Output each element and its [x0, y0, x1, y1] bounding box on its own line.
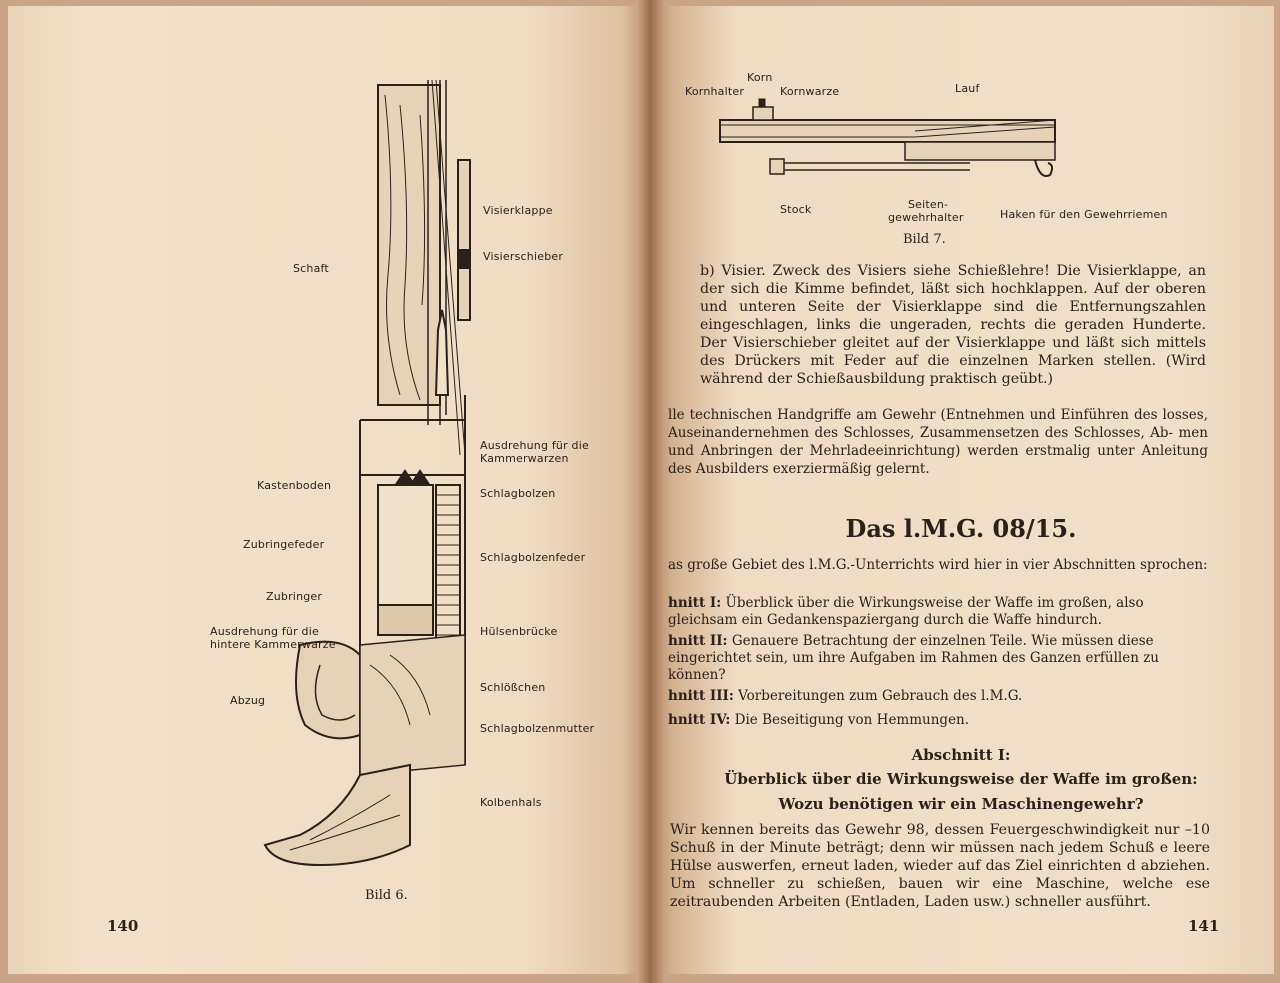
section-item-label: hnitt III: — [668, 688, 734, 704]
label-lauf: Lauf — [955, 82, 980, 95]
section-item-text: Überblick über die Wirkungsweise der Waffe im großen, also gleichsam ein Gedankenspaziergang durch die Waffe hindurch. — [668, 595, 1144, 628]
label-visierklappe: Visierklappe — [483, 204, 553, 217]
barrel-figure — [715, 95, 1065, 195]
page-number-left: 140 — [107, 917, 139, 935]
label-kornhalter: Kornhalter — [685, 85, 745, 98]
abschnitt-subheading-2: Wozu benötigen wir ein Maschinengewehr? — [778, 795, 1144, 813]
label-kornwarze: Kornwarze — [780, 85, 840, 98]
label-zubringefeder: Zubringefeder — [243, 538, 325, 551]
section-item-text: Vorbereitungen zum Gebrauch des l.M.G. — [738, 688, 1023, 704]
paragraph-intro: as große Gebiet des l.M.G.-Unterrichts wird hier in vier Abschnitten sprochen: — [668, 557, 1208, 573]
section-item-1 — [668, 595, 1208, 629]
label-kastenboden: Kastenboden — [257, 479, 332, 492]
abschnitt-heading: Abschnitt I: — [911, 746, 1011, 764]
section-item-4 — [668, 712, 1208, 729]
label-kolbenhals: Kolbenhals — [480, 796, 542, 809]
paragraph-gewehr-98: Wir kennen bereits das Gewehr 98, dessen Feuergeschwindigkeit nur –10 Schuß in der Minute beträgt; denn wir müssen nach jedem Schuß e leere Hülse auswerfen, erneut laden, wieder auf das Ziel einrichten d abziehen. Um schneller zu schießen, bauen wir eine Maschine, welche ese zeitraubenden Arbeiten (Entladen, Laden usw.) schneller ausführt. — [670, 822, 1210, 910]
section-item-3 — [668, 688, 1208, 705]
paragraph-visier: b) Visier. Zweck des Visiers siehe Schießlehre! Die Visierklappe, an der sich die Kimme befindet, läßt sich hochklappen. Auf der oberen und unteren Seite der Visierklappe sind die Entfernungszahlen eingeschlagen, links die ungeraden, rechts die geraden Hunderte. Der Visierschieber gleitet auf der Visierklappe und läßt sich mittels des Drückers mit Feder auf die einzelnen Marken stellen. (Wird während der Schießausbildung praktisch geübt.) — [700, 263, 1206, 387]
label-huelsenbruecke: Hülsenbrücke — [480, 625, 558, 638]
label-visierschieber: Visierschieber — [483, 250, 564, 263]
section-item-label: hnitt II: — [668, 633, 728, 649]
figure-caption-bild-7: Bild 7. — [903, 232, 946, 247]
section-item-2 — [668, 633, 1208, 684]
label-zubringer: Zubringer — [266, 590, 323, 603]
label-schlagbolzenfeder: Schlagbolzenfeder — [480, 551, 586, 564]
label-ausdrehung-kammerwarzen-1: Ausdrehung für die — [480, 439, 589, 452]
section-title-lmg: Das l.M.G. 08/15. — [845, 514, 1077, 543]
label-abzug: Abzug — [230, 694, 266, 707]
label-ausdrehung-hintere-1: Ausdrehung für die — [210, 625, 319, 638]
paragraph-handgriffe: lle technischen Handgriffe am Gewehr (Entnehmen und Einführen des losses, Auseinandernehmen des Schlosses, Zusammensetzen des Schlosses, Ab- men und Anbringen der Mehrladeeinrichtung) werden erstmalig unter Anleitung des Ausbilders exerziermäßig gelernt. — [668, 407, 1208, 477]
section-item-text: Genauere Betrachtung der einzelnen Teile. Wie müssen diese eingerichtet sein, um ihre Aufgaben im Rahmen des Ganzen erfüllen zu können? — [668, 633, 1160, 683]
label-schaft: Schaft — [293, 262, 329, 275]
label-haken-gewehrriemen: Haken für den Gewehrriemen — [1000, 208, 1168, 221]
label-schloesschen: Schlößchen — [480, 681, 546, 694]
label-seitengewehrhalter-2: gewehrhalter — [888, 211, 964, 224]
label-stock: Stock — [780, 203, 812, 216]
label-schlagbolzen: Schlagbolzen — [480, 487, 556, 500]
label-schlagbolzenmutter: Schlagbolzenmutter — [480, 722, 595, 735]
section-item-label: hnitt IV: — [668, 712, 731, 728]
section-item-text: Die Beseitigung von Hemmungen. — [734, 712, 970, 728]
figure-caption-bild-6: Bild 6. — [365, 888, 408, 903]
label-ausdrehung-kammerwarzen-2: Kammerwarzen — [480, 452, 569, 465]
label-seitengewehrhalter-1: Seiten- — [908, 198, 949, 211]
label-ausdrehung-hintere-2: hintere Kammerwarze — [210, 638, 336, 651]
page-number-right: 141 — [1188, 917, 1220, 935]
book-gutter — [636, 0, 664, 983]
abschnitt-subheading-1: Überblick über die Wirkungsweise der Waffe im großen: — [724, 770, 1198, 788]
label-korn: Korn — [747, 71, 773, 84]
section-item-label: hnitt I: — [668, 595, 722, 611]
